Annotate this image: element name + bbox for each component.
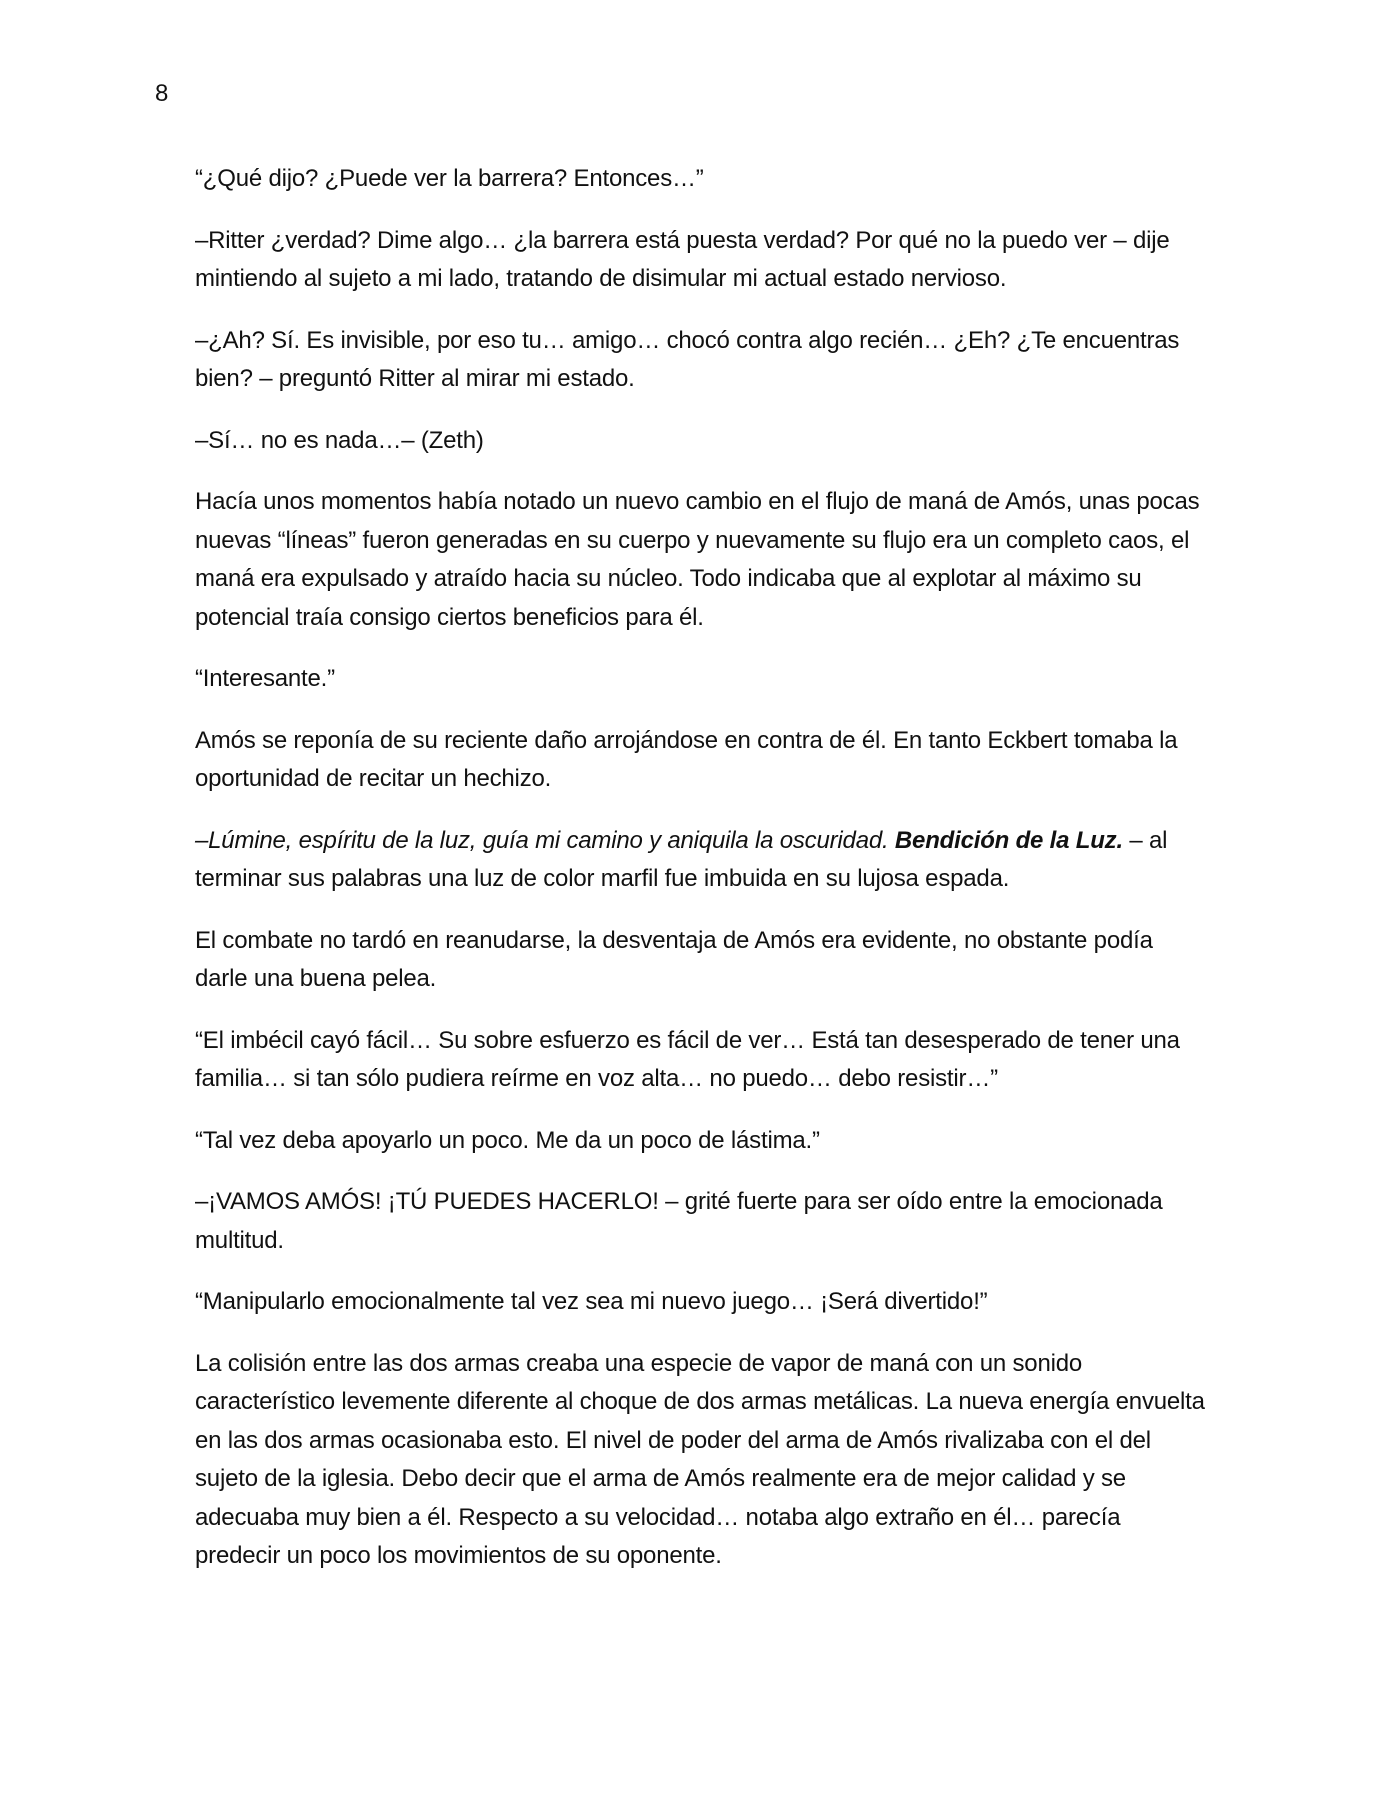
paragraph: Hacía unos momentos había notado un nuevo cambio en el flujo de maná de Amós, unas pocas nuevas “líneas” fueron generadas en su cuerpo y nuevamente su flujo era un completo caos, el maná era expulsado y atraído hacia su núcleo. Todo indicaba que al explotar al máximo su potencial traía consigo ciertos beneficios para él. <box>195 488 1200 631</box>
paragraph: –Ritter ¿verdad? Dime algo… ¿la barrera está puesta verdad? Por qué no la puedo ver – dije mintiendo al sujeto a mi lado, tratando de disimular mi actual estado nervioso. <box>195 226 1170 292</box>
paragraph: “Manipularlo emocionalmente tal vez sea mi nuevo juego… ¡Será divertido!” <box>195 1288 988 1315</box>
paragraph: Amós se reponía de su reciente daño arrojándose en contra de él. En tanto Eckbert tomaba la oportunidad de recitar un hechizo. <box>195 726 1178 792</box>
paragraph: –Sí… no es nada…– (Zeth) <box>195 426 484 454</box>
spell-narration: – al terminar sus palabras una luz de color marfil fue imbuida en su lujosa espada. <box>195 826 1168 892</box>
paragraph: “Tal vez deba apoyarlo un poco. Me da un poco de lástima.” <box>195 1126 820 1154</box>
paragraph: “El imbécil cayó fácil… Su sobre esfuerzo es fácil de ver… Está tan desesperado de tener una familia… si tan sólo pudiera reírme en voz alta… no puedo… debo resistir…” <box>195 1026 1180 1092</box>
paragraph: –¡VAMOS AMÓS! ¡TÚ PUEDES HACERLO! – grité fuerte para ser oído entre la emocionada multitud. <box>195 1188 1163 1254</box>
document-body <box>195 160 1205 1599</box>
paragraph: El combate no tardó en reanudarse, la desventaja de Amós era evidente, no obstante podía darle una buena pelea. <box>195 926 1153 992</box>
spell-paragraph <box>195 822 1205 899</box>
page-number: 8 <box>155 80 169 107</box>
spell-name: Bendición de la Luz. <box>894 826 1123 854</box>
spell-incantation: –Lúmine, espíritu de la luz, guía mi camino y aniquila la oscuridad. <box>195 826 895 854</box>
paragraph: –¿Ah? Sí. Es invisible, por eso tu… amigo… chocó contra algo recién… ¿Eh? ¿Te encuentras bien? – preguntó Ritter al mirar mi estado. <box>195 326 1180 392</box>
paragraph: La colisión entre las dos armas creaba una especie de vapor de maná con un sonido característico levemente diferente al choque de dos armas metálicas. La nueva energía envuelta en las dos armas ocasionaba esto. El nivel de poder del arma de Amós rivalizaba con el del sujeto de la iglesia. Debo decir que el arma de Amós realmente era de mejor calidad y se adecuaba muy bien a él. Respecto a su velocidad… notaba algo extraño en él… parecía predecir un poco los movimientos de su oponente. <box>195 1349 1205 1569</box>
paragraph: “Interesante.” <box>195 665 335 692</box>
paragraph: “¿Qué dijo? ¿Puede ver la barrera? Entonces…” <box>195 165 704 192</box>
